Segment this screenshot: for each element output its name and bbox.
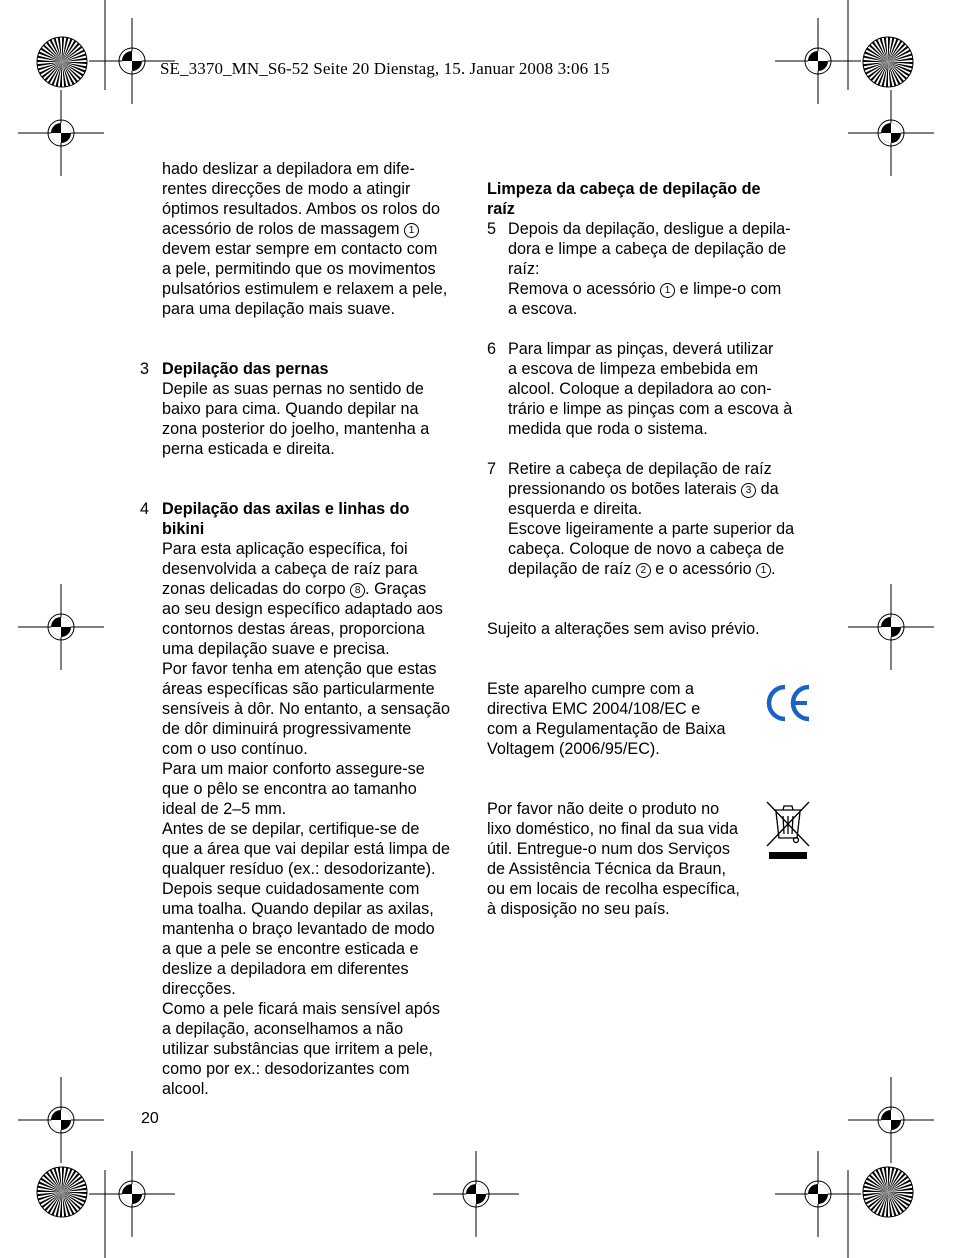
section-line: alcool. — [162, 1080, 209, 1098]
section-line: com o uso contínuo. — [162, 740, 308, 758]
section-line — [162, 579, 467, 599]
step-line: Depois da depilação, desligue a depila- — [508, 220, 791, 238]
section-line: perna esticada e direita. — [162, 440, 335, 458]
section-line: zona posterior do joelho, mantenha a — [162, 420, 430, 438]
step-text: pressionando os botões laterais — [508, 480, 737, 498]
disposal-line: Por favor não deite o produto no — [487, 800, 720, 818]
change-notice: Sujeito a alterações sem aviso prévio. — [487, 620, 760, 638]
step-line — [508, 279, 817, 299]
color-bar-starburst-icon — [862, 1166, 914, 1218]
section-line: que o pêlo se encontra ao tamanho — [162, 780, 417, 798]
section-line: Depile as suas pernas no sentido de — [162, 380, 424, 398]
section-line: que a área que vai depilar está limpa de — [162, 840, 450, 858]
section-number: 4 — [140, 500, 150, 518]
page-number: 20 — [141, 1110, 159, 1127]
section-line: sensíveis à dôr. No entanto, a sensação — [162, 700, 450, 718]
section-line: áreas específicas são particularmente — [162, 680, 435, 698]
reference-number: 1 — [756, 563, 771, 578]
section-line: direcções. — [162, 980, 236, 998]
step-line: a escova de limpeza embebida em — [508, 360, 759, 378]
section-text: . Graças — [365, 580, 427, 598]
section-line: deslize a depiladora em diferentes — [162, 960, 409, 978]
step-line: a escova. — [508, 300, 578, 318]
step-line: trário e limpe as pinças com a escova à — [508, 400, 793, 418]
intro-text: acessório de rolos de massagem — [162, 220, 400, 238]
section-line: baixo para cima. Quando depilar na — [162, 400, 419, 418]
step-text: e limpe-o com — [679, 280, 782, 298]
section-title: raíz — [487, 200, 515, 218]
section-line: ideal de 2–5 mm. — [162, 800, 287, 818]
step-5 — [487, 219, 817, 319]
step-line: esquerda e direita. — [508, 500, 643, 518]
color-bar-starburst-icon — [36, 1166, 88, 1218]
section-line: de dôr diminuirá progressivamente — [162, 720, 412, 738]
section-line: Como a pele ficará mais sensível após — [162, 1000, 441, 1018]
step-number: 7 — [487, 460, 497, 478]
reference-number: 2 — [636, 563, 651, 578]
color-bar-starburst-icon — [36, 36, 88, 88]
step-text: . — [771, 560, 776, 578]
step-number: 5 — [487, 220, 497, 238]
reference-number: 1 — [404, 223, 419, 238]
section-line: como por ex.: desodorizantes com — [162, 1060, 410, 1078]
step-line: cabeça. Coloque de novo a cabeça de — [508, 540, 785, 558]
step-text: depilação de raíz — [508, 560, 632, 578]
step-text: e o acessório — [655, 560, 752, 578]
section-title: Limpeza da cabeça de depilação de — [487, 180, 761, 198]
step-line: raíz: — [508, 260, 540, 278]
section-line: Antes de se depilar, certifique-se de — [162, 820, 420, 838]
disposal-line: de Assistência Técnica da Braun, — [487, 860, 727, 878]
step-number: 6 — [487, 340, 497, 358]
step-line: Para limpar as pinças, deverá utilizar — [508, 340, 774, 358]
step-line — [508, 559, 817, 579]
section-line: Para esta aplicação específica, foi — [162, 540, 408, 558]
print-slug: SE_3370_MN_S6-52 Seite 20 Dienstag, 15. Januar 2008 3:06 15 — [160, 59, 610, 78]
section-title: bikini — [162, 520, 205, 538]
crossed-out-wheelie-bin-icon — [765, 800, 811, 866]
section-line: uma toalha. Quando depilar as axilas, — [162, 900, 434, 918]
step-6 — [487, 339, 817, 439]
ce-mark-icon — [765, 683, 813, 723]
emc-line: directiva EMC 2004/108/EC e — [487, 700, 701, 718]
section-line: Para um maior conforto assegure-se — [162, 760, 425, 778]
step-text: da — [760, 480, 779, 498]
section-line: desenvolvida a cabeça de raíz para — [162, 560, 418, 578]
intro-line: pulsatórios estimulem e relaxem a pele, — [162, 280, 448, 298]
section-line: contornos destas áreas, proporciona — [162, 620, 425, 638]
step-line: alcool. Coloque a depiladora ao con- — [508, 380, 772, 398]
section-line: ao seu design específico adaptado aos — [162, 600, 443, 618]
intro-line: hado deslizar a depiladora em dife- — [162, 160, 415, 178]
reference-number: 3 — [741, 483, 756, 498]
disposal-line: à disposição no seu país. — [487, 900, 670, 918]
step-7 — [487, 459, 817, 579]
step-line: Retire a cabeça de depilação de raíz — [508, 460, 772, 478]
section-line: a que a pele se encontre esticada e — [162, 940, 419, 958]
intro-line: rentes direcções de modo a atingir — [162, 180, 411, 198]
section-line: mantenha o braço levantado de modo — [162, 920, 435, 938]
section-text: zonas delicadas do corpo — [162, 580, 346, 598]
section-title: Depilação das pernas — [162, 360, 329, 378]
section-number: 3 — [140, 360, 150, 378]
section-line: Depois seque cuidadosamente com — [162, 880, 420, 898]
disposal-line: útil. Entregue-o num dos Serviços — [487, 840, 730, 858]
section-underarms-bikini — [140, 499, 467, 1099]
section-line: uma depilação suave e precisa. — [162, 640, 390, 658]
section-line: a depilação, aconselhamos a não — [162, 1020, 404, 1038]
intro-line: devem estar sempre em contacto com — [162, 240, 438, 258]
intro-line: óptimos resultados. Ambos os rolos do — [162, 200, 441, 218]
section-line: utilizar substâncias que irritem a pele, — [162, 1040, 433, 1058]
section-legs — [140, 359, 467, 459]
section-line: Por favor tenha em atenção que estas — [162, 660, 437, 678]
emc-line: Este aparelho cumpre com a — [487, 680, 694, 698]
step-line: Escove ligeiramente a parte superior da — [508, 520, 795, 538]
reference-number: 1 — [660, 283, 675, 298]
step-text: Remova o acessório — [508, 280, 656, 298]
emc-line: com a Regulamentação de Baixa — [487, 720, 726, 738]
color-bar-starburst-icon — [862, 36, 914, 88]
section-title: Depilação das axilas e linhas do — [162, 500, 410, 518]
disposal-line: lixo doméstico, no final da sua vida — [487, 820, 739, 838]
intro-line: a pele, permitindo que os movimentos — [162, 260, 436, 278]
intro-line — [162, 219, 467, 239]
emc-line: Voltagem (2006/95/EC). — [487, 740, 660, 758]
step-line: dora e limpe a cabeça de depilação de — [508, 240, 787, 258]
disposal-line: ou em locais de recolha específica, — [487, 880, 740, 898]
reference-number: 8 — [350, 583, 365, 598]
section-line: qualquer resíduo (ex.: desodorizante). — [162, 860, 436, 878]
intro-line: para uma depilação mais suave. — [162, 300, 396, 318]
step-line — [508, 479, 817, 499]
step-line: medida que roda o sistema. — [508, 420, 708, 438]
left-column — [140, 159, 467, 1099]
